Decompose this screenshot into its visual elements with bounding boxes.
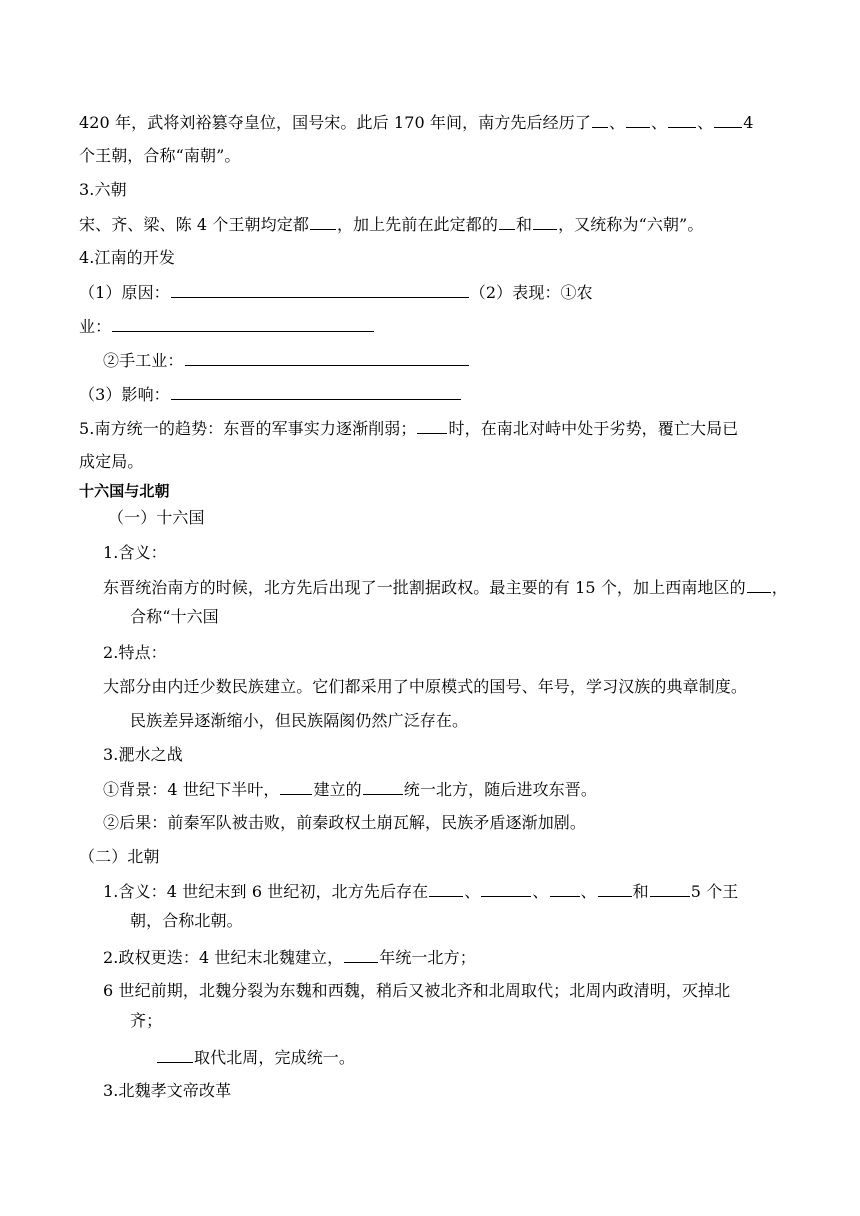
text: 、 (532, 882, 549, 901)
agri-line (79, 316, 375, 337)
cause-line (79, 282, 593, 303)
text: 4 (743, 113, 754, 132)
meaning-text (103, 577, 788, 598)
south-line-1 (79, 112, 754, 133)
meaning-text-2: 合称“十六国 (130, 607, 219, 626)
blank[interactable] (668, 112, 696, 128)
battle-background (103, 779, 597, 800)
south-line-3 (79, 214, 703, 235)
craft-line (103, 350, 470, 371)
blank[interactable] (592, 112, 608, 128)
text: ②手工业： (103, 351, 184, 370)
text: ， (771, 578, 788, 597)
item-heading: 3.淝水之战 (103, 745, 183, 764)
blank[interactable] (550, 881, 580, 897)
south-line-6: 成定局。 (79, 452, 144, 471)
regime-change-3: 齐； (130, 1011, 163, 1030)
blank[interactable] (363, 779, 403, 795)
south-line-2: 个王朝，合称“南朝”。 (79, 146, 241, 165)
item-heading: 2.特点： (103, 643, 167, 662)
text: 2.政权更迭：4 世纪末北魏建立， (103, 948, 344, 967)
text: 和 (515, 215, 533, 234)
blank[interactable] (171, 384, 461, 400)
south-line-5 (79, 418, 738, 439)
text: 、 (580, 882, 597, 901)
text: 、 (651, 113, 668, 132)
text: 取代北周，完成统一。 (194, 1048, 356, 1067)
text: 时，在南北对峙中处于劣势，覆亡大局已 (448, 419, 739, 438)
text: 1.含义：4 世纪末到 6 世纪初，北方先后存在 (103, 882, 429, 901)
text: （2）表现：①农 (469, 283, 593, 302)
text: 宋、齐、梁、陈 4 个王朝均定都 (79, 215, 309, 234)
section-heading: 3.六朝 (79, 180, 127, 199)
blank[interactable] (112, 316, 374, 332)
blank[interactable] (747, 577, 771, 593)
regime-change-2: 6 世纪前期，北魏分裂为东魏和西魏，稍后又被北齐和北周取代；北周内政清明，灭掉北 (103, 981, 731, 1000)
effect-line (79, 384, 462, 405)
blank[interactable] (429, 881, 463, 897)
text: 5.南方统一的趋势：东晋的军事实力逐渐削弱； (79, 419, 417, 438)
text: ①背景：4 世纪下半叶， (103, 780, 280, 799)
blank[interactable] (714, 112, 742, 128)
blank[interactable] (185, 350, 469, 366)
north-meaning (103, 881, 738, 902)
blank[interactable] (157, 1047, 193, 1063)
item-heading: 1.含义： (103, 543, 167, 562)
feature-text-2: 民族差异逐渐缩小，但民族隔阂仍然广泛存在。 (130, 711, 469, 730)
section-heading: 4.江南的开发 (79, 248, 175, 267)
blank[interactable] (171, 282, 469, 298)
regime-change (103, 947, 476, 968)
blank[interactable] (310, 214, 336, 230)
text: ，加上先前在此定都的 (336, 215, 498, 234)
subsection-heading: （二）北朝 (79, 847, 160, 866)
north-meaning-2: 朝，合称北朝。 (130, 911, 243, 930)
blank[interactable] (481, 881, 531, 897)
text: 5 个王 (690, 882, 739, 901)
blank[interactable] (417, 418, 447, 434)
feature-text: 大部分由内迁少数民族建立。它们都采用了中原模式的国号、年号，学习汉族的典章制度。 (103, 677, 748, 696)
blank[interactable] (533, 214, 557, 230)
regime-change-4 (156, 1047, 355, 1068)
text: 、 (608, 113, 626, 132)
blank[interactable] (626, 112, 650, 128)
text: （1）原因： (79, 283, 170, 302)
text: 建立的 (313, 780, 362, 799)
item-heading: 3.北魏孝文帝改革 (103, 1081, 232, 1100)
subsection-heading: （一）十六国 (108, 508, 205, 527)
text: 统一北方，随后进攻东晋。 (403, 780, 597, 799)
battle-result: ②后果：前秦军队被击败，前秦政权土崩瓦解，民族矛盾逐渐加剧。 (103, 813, 587, 832)
blank[interactable] (598, 881, 632, 897)
text: 东晋统治南方的时候，北方先后出现了一批割据政权。最主要的有 15 个，加上西南地区的 (103, 578, 746, 597)
blank[interactable] (650, 881, 690, 897)
blank[interactable] (280, 779, 312, 795)
text: 、 (464, 882, 481, 901)
text: ，又统称为“六朝”。 (558, 215, 704, 234)
text: 420 年，武将刘裕篡夺皇位，国号宋。此后 170 年间，南方先后经历了 (79, 113, 591, 132)
text: 、 (697, 113, 714, 132)
text: 和 (632, 882, 649, 901)
section-title: 十六国与北朝 (79, 482, 170, 500)
blank[interactable] (344, 947, 378, 963)
text: 业： (79, 317, 112, 336)
blank[interactable] (499, 214, 515, 230)
text: 年统一北方； (379, 948, 476, 967)
text: （3）影响： (79, 385, 170, 404)
